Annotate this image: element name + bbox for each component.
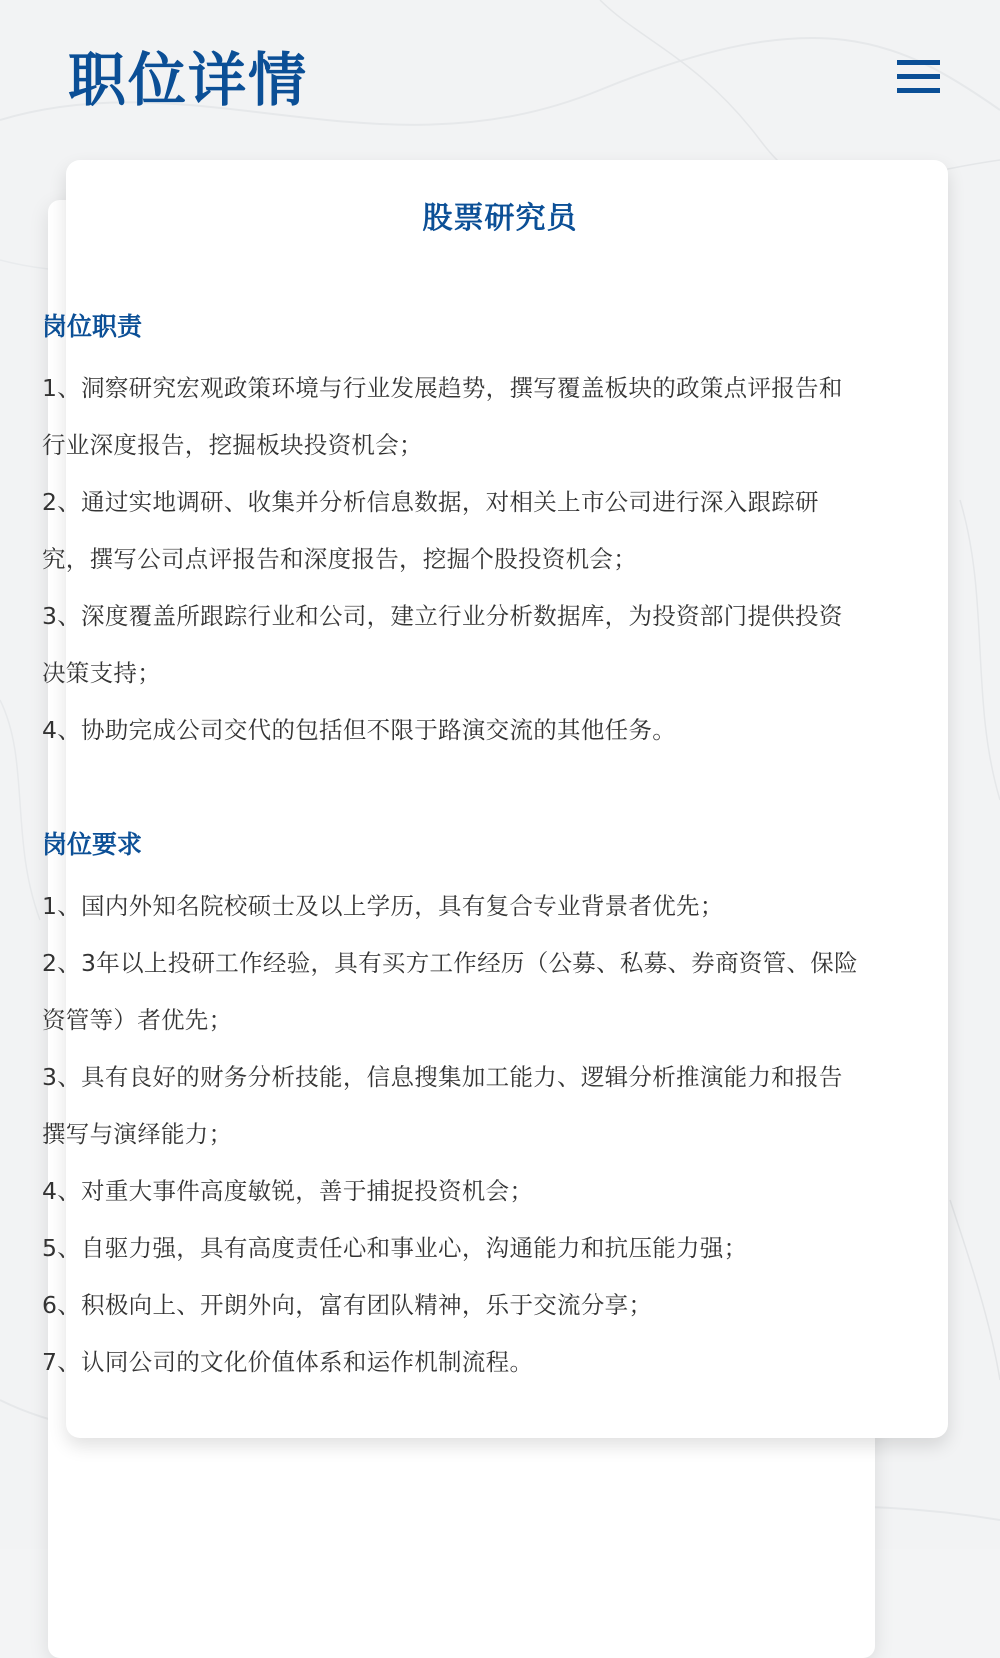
requirement-item: 3、具有良好的财务分析技能，信息搜集加工能力、逻辑分析推演能力和报告撰写与演绎能力； bbox=[42, 1063, 843, 1148]
requirement-item: 5、自驱力强，具有高度责任心和事业心，沟通能力和抗压能力强； bbox=[42, 1234, 748, 1262]
page-title: 职位详情 bbox=[68, 46, 309, 114]
responsibility-item: 1、洞察研究宏观政策环境与行业发展趋势，撰写覆盖板块的政策点评报告和行业深度报告，挖掘板块投资机会； bbox=[42, 374, 843, 459]
requirement-item: 2、3年以上投研工作经验，具有买方工作经历（公募、私募、券商资管、保险资管等）者优先； bbox=[42, 949, 858, 1034]
hamburger-menu-icon[interactable] bbox=[897, 60, 940, 94]
responsibilities-heading: 岗位职责 bbox=[42, 312, 143, 341]
responsibility-item: 4、协助完成公司交代的包括但不限于路演交流的其他任务。 bbox=[42, 716, 677, 744]
requirement-item: 1、国内外知名院校硕士及以上学历，具有复合专业背景者优先； bbox=[42, 892, 724, 920]
requirements-section bbox=[42, 826, 858, 1391]
menu-bar bbox=[897, 60, 940, 65]
menu-bar bbox=[897, 74, 940, 79]
job-title: 股票研究员 bbox=[422, 201, 578, 236]
requirement-item: 6、积极向上、开朗外向，富有团队精神，乐于交流分享； bbox=[42, 1291, 653, 1319]
responsibility-item: 2、通过实地调研、收集并分析信息数据，对相关上市公司进行深入跟踪研究，撰写公司点评报告和深度报告，挖掘个股投资机会； bbox=[42, 488, 819, 573]
requirements-heading: 岗位要求 bbox=[42, 830, 143, 859]
responsibilities-section bbox=[42, 308, 858, 759]
requirement-item: 7、认同公司的文化价值体系和运作机制流程。 bbox=[42, 1348, 534, 1376]
responsibility-item: 3、深度覆盖所跟踪行业和公司，建立行业分析数据库，为投资部门提供投资决策支持； bbox=[42, 602, 843, 687]
requirement-item: 4、对重大事件高度敏锐，善于捕捉投资机会； bbox=[42, 1177, 534, 1205]
menu-bar bbox=[897, 88, 940, 93]
